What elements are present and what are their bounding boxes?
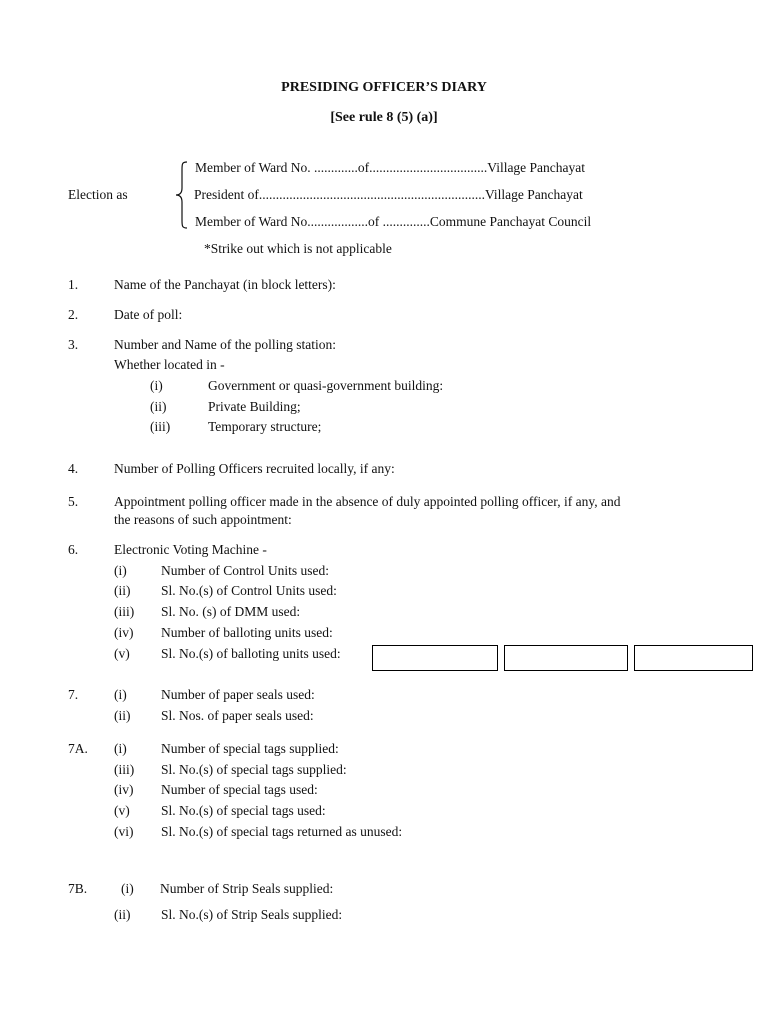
page-title: PRESIDING OFFICER’S DIARY — [281, 80, 487, 95]
sub-item-number: (i) — [121, 881, 134, 896]
paper-seals-serial-field[interactable]: Sl. Nos. of paper seals used: — [161, 708, 314, 723]
appointment-reasons-field[interactable]: the reasons of such appointment: — [114, 512, 292, 527]
sub-item-number: (i) — [114, 563, 127, 578]
rule-reference: [See rule 8 (5) (a)] — [330, 110, 438, 125]
special-tags-used-count-field[interactable]: Number of special tags used: — [161, 782, 318, 797]
sub-item-number: (i) — [114, 741, 127, 756]
strike-out-note: *Strike out which is not applicable — [204, 241, 392, 256]
item-number: 7A. — [68, 741, 88, 756]
balloting-units-serial-label: Sl. No.(s) of balloting units used: — [161, 646, 341, 661]
paper-seals-count-field[interactable]: Number of paper seals used: — [161, 687, 315, 702]
sub-item-number: (i) — [114, 687, 127, 702]
item-number: 7. — [68, 687, 79, 702]
item-number: 5. — [68, 494, 79, 509]
control-units-serial-field[interactable]: Sl. No.(s) of Control Units used: — [161, 583, 337, 598]
evm-heading: Electronic Voting Machine - — [114, 542, 267, 557]
item-number: 6. — [68, 542, 79, 557]
election-option-ward-village[interactable]: Member of Ward No. .............of...................................Village Panchayat — [195, 160, 586, 175]
sub-item-number: (ii) — [114, 708, 131, 723]
special-tags-supplied-serial-field[interactable]: Sl. No.(s) of special tags supplied: — [161, 762, 347, 777]
balloting-units-count-field[interactable]: Number of balloting units used: — [161, 625, 333, 640]
special-tags-used-serial-field[interactable]: Sl. No.(s) of special tags used: — [161, 803, 326, 818]
local-officers-field[interactable]: Number of Polling Officers recruited locally, if any: — [114, 461, 395, 476]
sub-item-number: (i) — [150, 378, 163, 393]
election-label: Election as — [68, 187, 128, 202]
sub-item-number: (v) — [114, 803, 130, 818]
curly-brace-icon — [174, 160, 190, 230]
sub-item-number: (iii) — [114, 762, 135, 777]
location-question: Whether located in - — [114, 357, 225, 372]
election-option-president[interactable]: President of...................................................................Village Panchayat — [194, 187, 583, 202]
sub-item-number: (v) — [114, 646, 130, 661]
location-option-temporary[interactable]: Temporary structure; — [208, 419, 322, 434]
item-number: 2. — [68, 307, 79, 322]
date-of-poll-field[interactable]: Date of poll: — [114, 307, 183, 322]
item-number: 4. — [68, 461, 79, 476]
strip-seals-serial-field[interactable]: Sl. No.(s) of Strip Seals supplied: — [161, 907, 343, 922]
item-number: 3. — [68, 337, 79, 352]
appointment-question: Appointment polling officer made in the absence of duly appointed polling officer, if any, and — [114, 494, 621, 509]
sub-item-number: (iii) — [150, 419, 171, 434]
sub-item-number: (ii) — [114, 583, 131, 598]
location-option-private[interactable]: Private Building; — [208, 399, 301, 414]
balloting-serial-box-2[interactable] — [504, 645, 628, 671]
polling-station-field[interactable]: Number and Name of the polling station: — [114, 337, 336, 352]
strip-seals-count-field[interactable]: Number of Strip Seals supplied: — [160, 881, 334, 896]
election-option-ward-commune[interactable]: Member of Ward No..................of ..............Commune Panchayat Council — [195, 214, 592, 229]
sub-item-number: (vi) — [114, 824, 134, 839]
dmm-serial-field[interactable]: Sl. No. (s) of DMM used: — [161, 604, 301, 619]
item-number: 1. — [68, 277, 79, 292]
balloting-serial-box-1[interactable] — [372, 645, 498, 671]
sub-item-number: (ii) — [114, 907, 131, 922]
sub-item-number: (ii) — [150, 399, 167, 414]
panchayat-name-field[interactable]: Name of the Panchayat (in block letters): — [114, 277, 336, 292]
sub-item-number: (iv) — [114, 625, 134, 640]
sub-item-number: (iii) — [114, 604, 135, 619]
special-tags-unused-serial-field[interactable]: Sl. No.(s) of special tags returned as unused: — [161, 824, 403, 839]
item-number: 7B. — [68, 881, 88, 896]
special-tags-supplied-count-field[interactable]: Number of special tags supplied: — [161, 741, 339, 756]
location-option-government[interactable]: Government or quasi-government building: — [208, 378, 444, 393]
sub-item-number: (iv) — [114, 782, 134, 797]
control-units-count-field[interactable]: Number of Control Units used: — [161, 563, 329, 578]
balloting-serial-box-3[interactable] — [634, 645, 753, 671]
